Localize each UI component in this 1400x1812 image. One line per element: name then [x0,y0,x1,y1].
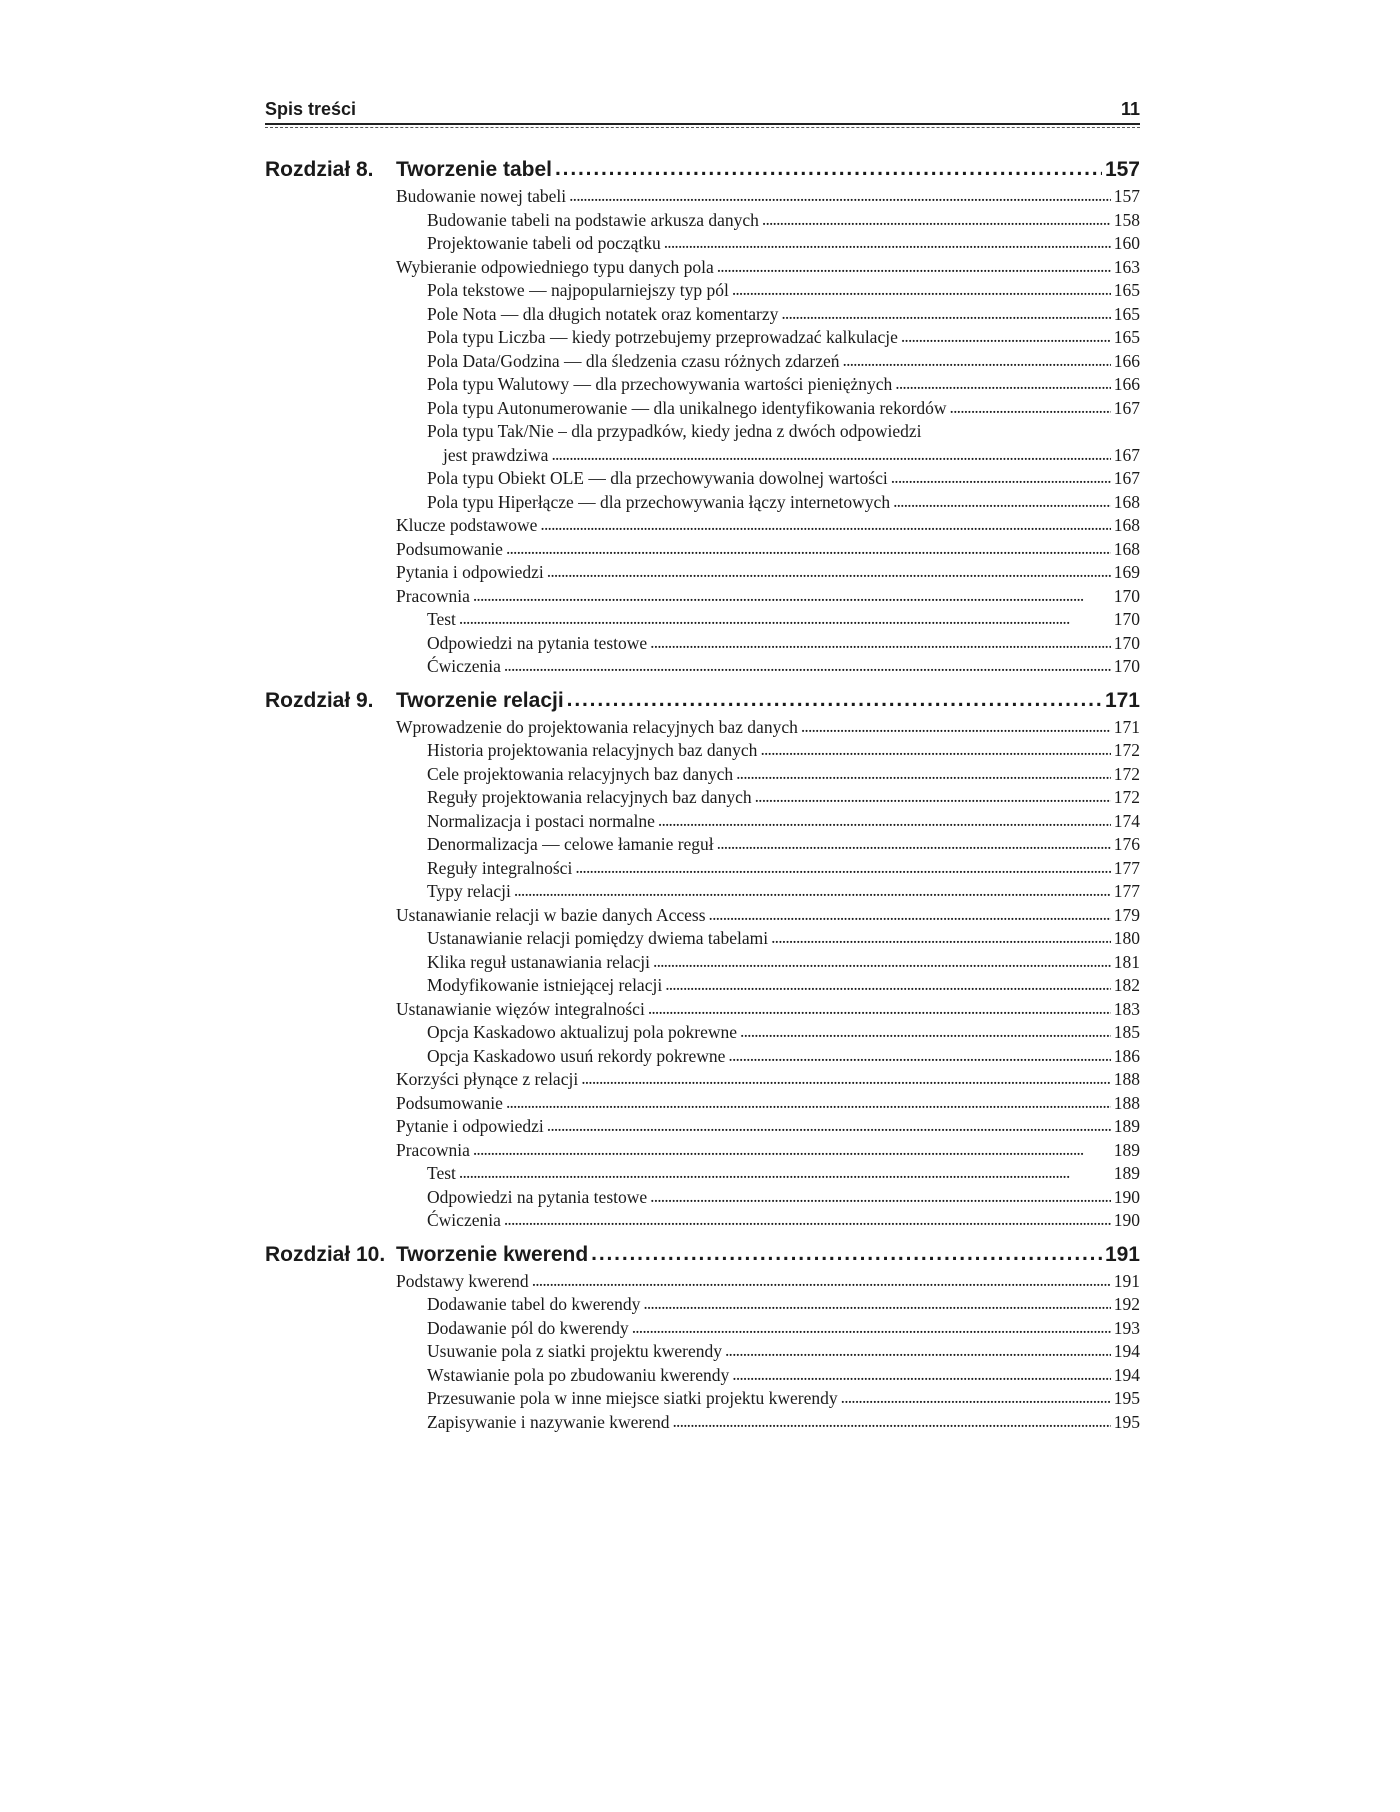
chapter-title: Tworzenie tabel [396,158,552,181]
entry-text: Projektowanie tabeli od początku [427,233,661,253]
entry-text: Pole Nota — dla długich notatek oraz komentarzy [427,303,779,324]
entry-text: Ćwiczenia [427,1210,501,1230]
dot-leader [555,157,1102,181]
entry-text: Pytania i odpowiedzi [396,562,544,582]
toc-entry [396,904,1140,928]
dot-leader [591,1242,1102,1266]
toc-entry [396,538,1140,562]
dot-leader [532,1269,1111,1293]
entry-text: Historia projektowania relacyjnych baz danych [427,740,758,760]
dot-leader [665,973,1111,997]
dot-leader [653,950,1111,974]
entry-text: Opcja Kaskadowo aktualizuj pola pokrewne [427,1022,738,1042]
toc-entry [396,514,1140,538]
dot-leader [950,396,1111,420]
toc-entry [396,326,1140,350]
dot-leader [732,1363,1110,1387]
entry-page: 180 [1113,928,1140,948]
dot-leader [643,1292,1110,1316]
toc-entry [396,1293,1140,1317]
toc-entry [396,1139,1140,1163]
entry-list [396,185,1140,679]
entry-text: Modyfikowanie istniejącej relacji [427,975,663,995]
entry-page: 171 [1113,716,1140,737]
entry-page: 174 [1113,810,1140,831]
dot-leader [473,1138,1111,1162]
dot-leader [736,762,1111,786]
entry-text: Podsumowanie [396,1092,503,1113]
dot-leader [514,879,1111,903]
entry-page: 160 [1113,233,1140,253]
toc-entry [396,256,1140,280]
entry-page: 167 [1113,444,1140,465]
toc-entry [396,655,1140,679]
dot-leader [801,715,1111,739]
chapter-title: Tworzenie relacji [396,688,564,712]
dot-leader [648,997,1111,1021]
toc-entry [396,303,1140,327]
entry-text: Pola tekstowe — najpopularniejszy typ pól [427,280,729,300]
entry-page: 170 [1113,585,1140,606]
toc-entry [396,491,1140,515]
dot-leader [732,278,1111,302]
dot-leader [567,688,1102,712]
entry-text: Test [427,609,456,629]
dot-leader [901,325,1111,349]
entry-page: 169 [1113,562,1140,582]
chapter-heading [265,158,1140,185]
dot-leader [760,738,1110,762]
dot-leader [725,1339,1111,1363]
toc-entry [396,716,1140,740]
entry-text: Wybieranie odpowiedniego typu danych pola [396,256,714,277]
entry-page: 167 [1113,397,1140,418]
toc-entry-continuation [396,444,1140,468]
dot-leader [895,372,1110,396]
entry-text: Denormalizacja — celowe łamanie reguł [427,834,714,854]
chapter-list [265,158,1140,1434]
entry-page: 165 [1113,303,1140,324]
entry-text: Pola typu Walutowy — dla przechowywania wartości pieniężnych [427,374,893,394]
chapter [265,1243,1140,1435]
toc-entry [396,810,1140,834]
chapter-number: Rozdział 10. [265,1242,386,1266]
entry-text: Odpowiedzi na pytania testowe [427,632,648,653]
entry-page: 177 [1113,881,1140,901]
entry-page: 170 [1113,609,1140,629]
toc-entry [396,833,1140,857]
dot-leader [771,926,1111,950]
entry-text: Podsumowanie [396,538,503,559]
toc-entry [396,1209,1140,1233]
dot-leader [658,809,1111,833]
entry-page: 168 [1113,515,1140,535]
dot-leader [893,490,1111,514]
dot-leader [728,1044,1110,1068]
entry-text: Korzyści płynące z relacji [396,1069,579,1089]
entry-page: 186 [1113,1045,1140,1066]
entry-page: 167 [1113,468,1140,488]
chapter-number: Rozdział 8. [265,158,374,181]
entry-text: Pytanie i odpowiedzi [396,1116,544,1136]
chapter-page: 171 [1104,688,1140,712]
entry-page: 166 [1113,350,1140,371]
entry-page: 194 [1113,1364,1140,1385]
entry-text: Ćwiczenia [427,656,501,676]
dot-leader [504,1208,1111,1232]
entry-page: 165 [1113,280,1140,300]
chapter-heading [265,1243,1140,1270]
dot-leader [575,856,1110,880]
entry-page: 189 [1113,1139,1140,1160]
toc-entry [396,467,1140,491]
entry-text: Pola typu Autonumerowanie — dla unikalnego identyfikowania rekordów [427,397,947,418]
toc-entry [396,1092,1140,1116]
entry-text: Klika reguł ustanawiania relacji [427,951,651,972]
entry-text: Reguły integralności [427,857,573,878]
toc-page [265,98,1140,1444]
dot-leader [569,184,1111,208]
dot-leader [717,832,1111,856]
entry-text: Wprowadzenie do projektowania relacyjnych baz danych [396,716,798,737]
toc-entry [396,857,1140,881]
toc-entry [396,1364,1140,1388]
entry-page: 165 [1113,327,1140,347]
entry-text: Ustanawianie relacji pomiędzy dwiema tabelami [427,928,769,948]
entry-page: 170 [1113,656,1140,676]
dot-leader [781,302,1110,326]
toc-entry [396,1162,1140,1186]
dot-leader [891,466,1111,490]
entry-text: Ustanawianie relacji w bazie danych Access [396,904,706,925]
entry-page: 188 [1113,1092,1140,1113]
toc-entry [396,232,1140,256]
entry-page: 166 [1113,374,1140,394]
toc-entry [396,608,1140,632]
toc-entry [396,185,1140,209]
entry-text: Usuwanie pola z siatki projektu kwerendy [427,1341,722,1361]
toc-entry [396,998,1140,1022]
entry-text: Wstawianie pola po zbudowaniu kwerendy [427,1364,730,1385]
toc-entry [396,420,1140,444]
chapter-page: 157 [1104,158,1140,181]
entry-page: 189 [1113,1163,1140,1183]
chapter-heading [265,689,1140,716]
chapter-number: Rozdział 9. [265,688,374,712]
page-number: 11 [1120,99,1140,119]
toc-entry [396,1387,1140,1411]
dot-leader [459,607,1111,631]
entry-page: 193 [1113,1317,1140,1338]
entry-page: 168 [1113,491,1140,512]
entry-text: Pola Data/Godzina — dla śledzenia czasu różnych zdarzeń [427,350,840,371]
entry-page: 194 [1113,1341,1140,1361]
entry-text: Zapisywanie i nazywanie kwerend [427,1411,670,1432]
entry-text: Pracownia [396,585,470,606]
entry-page: 158 [1113,209,1140,230]
entry-text: Przesuwanie pola w inne miejsce siatki projektu kwerendy [427,1388,838,1408]
dot-leader [540,513,1110,537]
toc-entry [396,1340,1140,1364]
entry-page: 189 [1113,1116,1140,1136]
entry-page: 163 [1113,256,1140,277]
entry-text: Dodawanie tabel do kwerendy [427,1294,641,1314]
toc-entry [396,786,1140,810]
entry-text: Pracownia [396,1139,470,1160]
entry-page: 190 [1113,1186,1140,1207]
entry-page: 185 [1113,1022,1140,1042]
dot-leader [581,1067,1111,1091]
toc-entry [396,739,1140,763]
dot-leader [664,231,1111,255]
dot-leader [547,560,1111,584]
entry-text-continuation: jest prawdziwa [443,444,549,465]
toc-entry [396,1317,1140,1341]
entry-page: 181 [1113,951,1140,972]
chapter [265,158,1140,679]
entry-text: Opcja Kaskadowo usuń rekordy pokrewne [427,1045,726,1066]
entry-page: 168 [1113,538,1140,559]
section-title: Spis treści [265,99,357,119]
entry-page: 157 [1113,186,1140,206]
entry-page: 195 [1113,1388,1140,1408]
toc-entry [396,974,1140,998]
toc-entry [396,1045,1140,1069]
chapter-title: Tworzenie kwerend [396,1242,589,1266]
entry-page: 192 [1113,1294,1140,1314]
entry-page: 172 [1113,740,1140,760]
entry-text: Pola typu Tak/Nie – dla przypadków, kiedy jedna z dwóch odpowiedzi [427,421,922,441]
toc-entry [396,397,1140,421]
toc-entry [396,209,1140,233]
entry-page: 183 [1113,998,1140,1019]
entry-text: Podstawy kwerend [396,1270,529,1291]
entry-page: 188 [1113,1069,1140,1089]
dot-leader [709,903,1111,927]
toc-entry [396,1186,1140,1210]
toc-entry [396,763,1140,787]
entry-list [396,1270,1140,1435]
toc-entry [396,1270,1140,1294]
entry-text: Cele projektowania relacyjnych baz danych [427,763,734,784]
dot-leader [506,1091,1111,1115]
running-header [265,98,1140,125]
entry-text: Budowanie nowej tabeli [396,186,567,206]
header-divider [265,125,1140,128]
entry-page: 176 [1113,834,1140,854]
toc-entry [396,373,1140,397]
entry-page: 172 [1113,763,1140,784]
entry-text: Normalizacja i postaci normalne [427,810,655,831]
entry-text: Budowanie tabeli na podstawie arkusza danych [427,209,759,230]
dot-leader [632,1316,1111,1340]
entry-page: 195 [1113,1411,1140,1432]
dot-leader [459,1161,1111,1185]
dot-leader [650,631,1111,655]
dot-leader [650,1185,1111,1209]
entry-text: Dodawanie pól do kwerendy [427,1317,629,1338]
chapter [265,689,1140,1233]
entry-text: Pola typu Obiekt OLE — dla przechowywania dowolnej wartości [427,468,888,488]
entry-page: 191 [1113,1270,1140,1291]
entry-page: 179 [1113,904,1140,925]
entry-text: Typy relacji [427,881,511,901]
entry-text: Ustanawianie więzów integralności [396,998,645,1019]
entry-page: 182 [1113,975,1140,995]
dot-leader [717,255,1111,279]
toc-entry [396,880,1140,904]
chapter-page: 191 [1104,1242,1140,1266]
entry-page: 172 [1113,787,1140,807]
dot-leader [672,1410,1110,1434]
toc-entry [396,632,1140,656]
entry-list [396,716,1140,1233]
entry-text: Reguły projektowania relacyjnych baz danych [427,787,752,807]
entry-page: 170 [1113,632,1140,653]
entry-text: Pola typu Liczba — kiedy potrzebujemy przeprowadzać kalkulacje [427,327,898,347]
entry-page: 190 [1113,1210,1140,1230]
toc-entry [396,561,1140,585]
toc-entry [396,1068,1140,1092]
toc-entry [396,927,1140,951]
dot-leader [504,654,1111,678]
entry-text: Test [427,1163,456,1183]
toc-entry [396,1021,1140,1045]
dot-leader [740,1020,1111,1044]
toc-entry [396,279,1140,303]
entry-page: 177 [1113,857,1140,878]
toc-entry [396,1115,1140,1139]
toc-entry [396,585,1140,609]
dot-leader [755,785,1111,809]
dot-leader [506,537,1111,561]
toc-entry [396,350,1140,374]
dot-leader [762,208,1111,232]
dot-leader [841,1386,1111,1410]
toc-entry [396,1411,1140,1435]
toc-entry [396,951,1140,975]
dot-leader [473,584,1111,608]
entry-text: Pola typu Hiperłącze — dla przechowywania łączy internetowych [427,491,891,512]
entry-text: Klucze podstawowe [396,515,538,535]
dot-leader [843,349,1111,373]
dot-leader [547,1114,1111,1138]
entry-text: Odpowiedzi na pytania testowe [427,1186,648,1207]
dot-leader [551,443,1110,467]
